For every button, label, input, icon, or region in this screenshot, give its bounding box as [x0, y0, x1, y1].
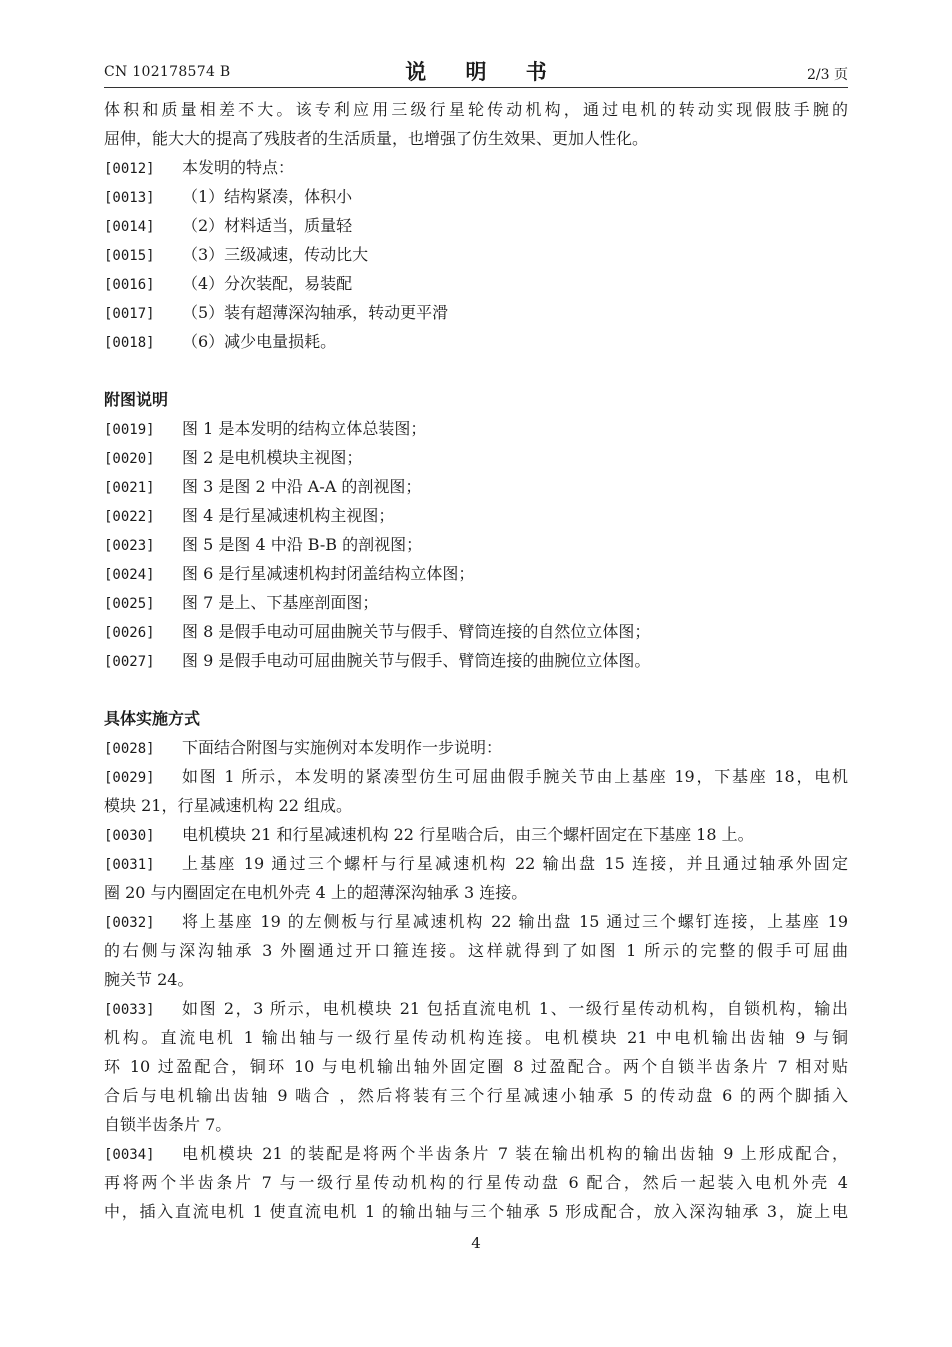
- header-rule: [104, 87, 848, 88]
- text-line: [104, 965, 848, 994]
- text-line: [104, 1052, 848, 1081]
- text-line: [104, 530, 848, 559]
- line-text: 图 3 是图 2 中沿 A-A 的剖视图；: [182, 477, 422, 496]
- text-line: [104, 878, 848, 907]
- page-header: [104, 56, 848, 86]
- line-text: 环 10 过盈配合，铜环 10 与电机输出轴外固定圈 8 过盈配合。两个自锁半齿条片 7 相对贴: [104, 1057, 848, 1076]
- line-text: 图 2 是电机模块主视图；: [182, 448, 363, 467]
- paragraph-number: [0022]: [104, 509, 155, 525]
- text-line: [104, 1023, 848, 1052]
- line-text: 圈 20 与内圈固定在电机外壳 4 上的超薄深沟轴承 3 连接。: [104, 883, 528, 902]
- line-text: （1）结构紧凑，体积小: [182, 187, 353, 206]
- line-text: 自锁半齿条片 7。: [104, 1115, 232, 1134]
- text-line: [104, 182, 848, 211]
- text-line: [104, 1168, 848, 1197]
- blank-line: [104, 356, 848, 385]
- paragraph-number: [0034]: [104, 1147, 155, 1163]
- text-line: [104, 1139, 848, 1168]
- text-line: [104, 443, 848, 472]
- text-line: [104, 820, 848, 849]
- text-line: [104, 733, 848, 762]
- line-text: （5）装有超薄深沟轴承，转动更平滑: [182, 303, 449, 322]
- blank-line: [104, 675, 848, 704]
- text-line: [104, 791, 848, 820]
- paragraph-number: [0012]: [104, 161, 155, 177]
- line-text: 将上基座 19 的左侧板与行星减速机构 22 输出盘 15 通过三个螺钉连接，上基座 19: [182, 912, 848, 931]
- text-line: [104, 414, 848, 443]
- line-text: 图 1 是本发明的结构立体总装图；: [182, 419, 427, 438]
- text-line: [104, 327, 848, 356]
- line-text: 再将两个半齿条片 7 与一级行星传动机构的行星传动盘 6 配合，然后一起装入电机外壳 4: [104, 1173, 848, 1192]
- paragraph-number: [0023]: [104, 538, 155, 554]
- paragraph-number: [0028]: [104, 741, 155, 757]
- text-line: [104, 994, 848, 1023]
- paragraph-number: [0024]: [104, 567, 155, 583]
- line-text: 本发明的特点：: [182, 158, 295, 177]
- section-heading: 具体实施方式: [104, 709, 201, 728]
- line-text: （4）分次装配，易装配: [182, 274, 353, 293]
- text-line: [104, 1081, 848, 1110]
- text-line: [104, 617, 848, 646]
- paragraph-number: [0015]: [104, 248, 155, 264]
- line-text: （6）减少电量损耗。: [182, 332, 337, 351]
- line-text: 模块 21，行星减速机构 22 组成。: [104, 796, 352, 815]
- text-line: [104, 240, 848, 269]
- paragraph-number: [0026]: [104, 625, 155, 641]
- line-text: 的右侧与深沟轴承 3 外圈通过开口箍连接。这样就得到了如图 1 所示的完整的假手可屈曲: [104, 941, 848, 960]
- paragraph-number: [0016]: [104, 277, 155, 293]
- text-line: [104, 646, 848, 675]
- line-text: 机构。直流电机 1 输出轴与一级行星传动机构连接。电机模块 21 中电机输出齿轴 9 与铜: [104, 1028, 848, 1047]
- text-line: [104, 1197, 848, 1226]
- paragraph-number: [0018]: [104, 335, 155, 351]
- line-text: （2）材料适当，质量轻: [182, 216, 353, 235]
- text-line: [104, 472, 848, 501]
- line-text: 如图 1 所示，本发明的紧凑型仿生可屈曲假手腕关节由上基座 19，下基座 18，电机: [182, 767, 848, 786]
- line-text: 图 8 是假手电动可屈曲腕关节与假手、臂筒连接的自然位立体图；: [182, 622, 651, 641]
- line-text: 中，插入直流电机 1 使直流电机 1 的输出轴与三个轴承 5 形成配合，放入深沟轴承 3，旋上电: [104, 1202, 848, 1221]
- page-number: 4: [471, 1234, 481, 1252]
- line-text: 如图 2，3 所示，电机模块 21 包括直流电机 1、一级行星传动机构，自锁机构，输出: [182, 999, 848, 1018]
- text-line: [104, 153, 848, 182]
- text-line: [104, 298, 848, 327]
- line-text: 电机模块 21 和行星减速机构 22 行星啮合后，由三个螺杆固定在下基座 18 上。: [182, 825, 754, 844]
- document-title: 说 明 书: [405, 59, 563, 84]
- paragraph-number: [0021]: [104, 480, 155, 496]
- paragraph-number: [0020]: [104, 451, 155, 467]
- paragraph-number: [0014]: [104, 219, 155, 235]
- paragraph-number: [0019]: [104, 422, 155, 438]
- text-line: [104, 501, 848, 530]
- line-text: 体积和质量相差不大。该专利应用三级行星轮传动机构，通过电机的转动实现假肢手腕的: [104, 100, 848, 119]
- line-text: 下面结合附图与实施例对本发明作一步说明：: [182, 738, 503, 757]
- line-text: 电机模块 21 的装配是将两个半齿条片 7 装在输出机构的输出齿轴 9 上形成配合，: [182, 1144, 848, 1163]
- paragraph-number: [0032]: [104, 915, 155, 931]
- text-line: [104, 1110, 848, 1139]
- paragraph-number: [0031]: [104, 857, 155, 873]
- line-text: 上基座 19 通过三个螺杆与行星减速机构 22 输出盘 15 连接，并且通过轴承外固定: [182, 854, 848, 873]
- section-heading: 附图说明: [104, 390, 169, 409]
- text-line: [104, 95, 848, 124]
- text-line: [104, 849, 848, 878]
- text-line: [104, 124, 848, 153]
- text-line: [104, 559, 848, 588]
- line-text: 腕关节 24。: [104, 970, 194, 989]
- paragraph-number: [0033]: [104, 1002, 155, 1018]
- paragraph-number: [0029]: [104, 770, 155, 786]
- text-line: [104, 907, 848, 936]
- line-text: 屈伸，能大大的提高了残肢者的生活质量，也增强了仿生效果、更加人性化。: [104, 129, 649, 148]
- paragraph-number: [0030]: [104, 828, 155, 844]
- text-line: [104, 211, 848, 240]
- text-line: [104, 762, 848, 791]
- line-text: 合后与电机输出齿轴 9 啮合 ，然后将装有三个行星减速小轴承 5 的传动盘 6 的两个脚插入: [104, 1086, 848, 1105]
- line-text: 图 9 是假手电动可屈曲腕关节与假手、臂筒连接的曲腕位立体图。: [182, 651, 651, 670]
- line-text: 图 4 是行星减速机构主视图；: [182, 506, 395, 525]
- text-line: [104, 936, 848, 965]
- line-text: 图 6 是行星减速机构封闭盖结构立体图；: [182, 564, 475, 583]
- patent-number: CN 102178574 B: [104, 64, 231, 80]
- text-line: [104, 588, 848, 617]
- paragraph-number: [0027]: [104, 654, 155, 670]
- page-of: 2/3 页: [807, 67, 848, 83]
- line-text: 图 5 是图 4 中沿 B-B 的剖视图；: [182, 535, 423, 554]
- line-text: （3）三级减速，传动比大: [182, 245, 369, 264]
- document-body: [104, 95, 848, 1226]
- paragraph-number: [0025]: [104, 596, 155, 612]
- line-text: 图 7 是上、下基座剖面图；: [182, 593, 379, 612]
- paragraph-number: [0013]: [104, 190, 155, 206]
- paragraph-number: [0017]: [104, 306, 155, 322]
- text-line: [104, 269, 848, 298]
